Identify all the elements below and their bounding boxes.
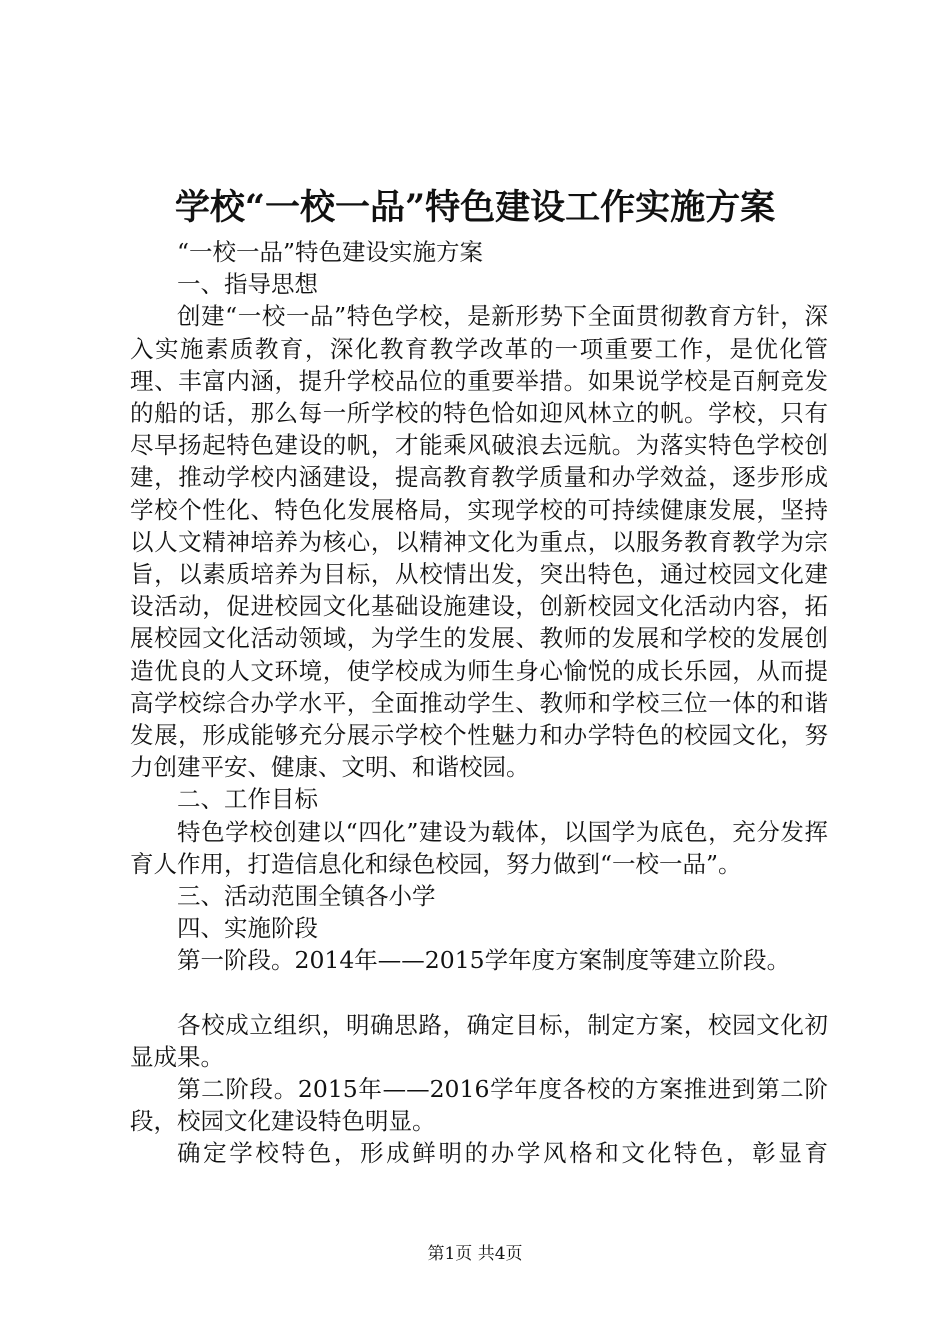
paragraph-stage-1: 第一阶段。2014年——2015学年度方案制度等建立阶段。 (177, 946, 791, 975)
document-body (130, 236, 828, 1170)
paragraph-subtitle: “一校一品”特色建设实施方案 (177, 238, 484, 266)
page-footer: 第1页 共4页 (427, 1244, 523, 1264)
blank-line (130, 977, 828, 1009)
section-heading-2: 二、工作目标 (177, 785, 318, 814)
document-title: 学校“一校一品”特色建设工作实施方案 (174, 187, 776, 228)
paragraph-guiding-thought: 创建“一校一品”特色学校，是新形势下全面贯彻教育方针，深入实施素质教育，深化教育教学改革的一项重要工作，是优化管理、丰富内涵，提升学校品位的重要举措。如果说学校是百舸竞发的船的话，那么每一所学校的特色恰如迎风林立的帆。学校，只有尽早扬起特色建设的帆，才能乘风破浪去远航。为落实特色学校创建，推动学校内涵建设，提高教育教学质量和办学效益，逐步形成学校个性化、特色化发展格局，实现学校的可持续健康发展，坚持以人文精神培养为核心，以精神文化为重点，以服务教育教学为宗旨，以素质培养为目标，从校情出发，突出特色，通过校园文化建设活动，促进校园文化基础设施建设，创新校园文化活动内容，拓展校园文化活动领域，为学生的发展、教师的发展和学校的发展创造优良的人文环境，使学校成为师生身心愉悦的成长乐园，从而提高学校综合办学水平，全面推动学生、教师和学校三位一体的和谐发展，形成能够充分展示学校个性魅力和办学特色的校园文化，努力创建平安、健康、文明、和谐校园。 (130, 302, 828, 782)
paragraph-stage-1-detail: 各校成立组织，明确思路，确定目标，制定方案，校园文化初显成果。 (130, 1010, 828, 1071)
paragraph-work-goal: 特色学校创建以“四化”建设为载体，以国学为底色，充分发挥育人作用，打造信息化和绿色校园，努力做到“一校一品”。 (130, 817, 828, 878)
section-heading-4: 四、实施阶段 (177, 914, 318, 943)
section-heading-1: 一、指导思想 (177, 270, 318, 299)
section-heading-3: 三、活动范围全镇各小学 (177, 882, 436, 911)
paragraph-stage-2-detail: 确定学校特色，形成鲜明的办学风格和文化特色，彰显育 (177, 1139, 828, 1168)
paragraph-stage-2: 第二阶段。2015年——2016学年度各校的方案推进到第二阶段，校园文化建设特色明显。 (130, 1075, 828, 1136)
